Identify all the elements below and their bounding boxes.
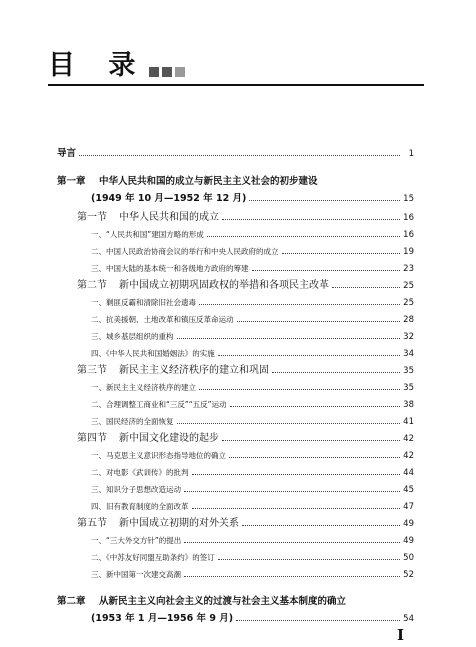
subsection-title: 二、《中苏友好同盟互助条约》的签订 xyxy=(91,553,215,562)
subsection-title: 三、新中国第一次建交高潮 xyxy=(91,570,181,579)
subsection-title: 一、新民主主义经济秩序的建立 xyxy=(91,383,196,392)
leader-dots xyxy=(184,491,400,492)
entry-page: 52 xyxy=(403,570,414,580)
toc-section[interactable] xyxy=(77,277,414,291)
leader-dots xyxy=(199,389,400,390)
page-title: 目 录 xyxy=(48,50,148,81)
toc-subsection[interactable] xyxy=(91,447,414,461)
chapter-dates-row[interactable] xyxy=(91,610,414,624)
toc-title xyxy=(48,52,185,80)
chapter-dates-row[interactable] xyxy=(91,190,414,204)
leader-dots xyxy=(222,440,400,441)
chapter-dates: (1953 年 1 月—1956 年 9 月) xyxy=(91,613,234,624)
subsection-title: 二、合理调整工商业和“三反”“五反”运动 xyxy=(91,400,227,409)
entry-page: 42 xyxy=(403,451,414,461)
toc-subsection[interactable] xyxy=(91,532,414,546)
section-title: 新中国成立初期的对外关系 xyxy=(119,518,239,529)
decor-square xyxy=(162,67,172,77)
leader-dots xyxy=(79,155,400,156)
entry-page: 19 xyxy=(403,247,414,257)
entry-page: 47 xyxy=(403,502,414,512)
chapter-number: 第一章 xyxy=(57,176,86,187)
leader-dots xyxy=(184,576,400,577)
subsection-title: 一、“人民共和国”建国方略的形成 xyxy=(91,230,204,239)
chapter-title: 中华人民共和国的成立与新民主主义社会的初步建设 xyxy=(99,176,318,187)
leader-dots xyxy=(184,542,400,543)
toc-subsection[interactable] xyxy=(91,243,414,257)
toc-subsection[interactable] xyxy=(91,311,414,325)
title-decoration xyxy=(149,67,185,77)
entry-page: 44 xyxy=(403,468,414,478)
toc-subsection[interactable] xyxy=(91,498,414,512)
subsection-title: 四、旧有教育制度的全面改革 xyxy=(91,502,189,511)
subsection-title: 三、城乡基层组织的重构 xyxy=(91,332,174,341)
entry-page: 23 xyxy=(403,264,414,274)
entry-page: 41 xyxy=(403,417,414,427)
toc-subsection[interactable] xyxy=(91,413,414,427)
section-number: 第三节 xyxy=(77,365,107,376)
leader-dots xyxy=(230,406,400,407)
subsection-title: 三、国民经济的全面恢复 xyxy=(91,417,174,426)
chapter-title: 从新民主主义向社会主义的过渡与社会主义基本制度的确立 xyxy=(99,596,347,607)
toc-section[interactable] xyxy=(77,515,414,529)
toc-subsection[interactable] xyxy=(91,379,414,393)
toc-subsection[interactable] xyxy=(91,260,414,274)
subsection-title: 二、中国人民政治协商会议的举行和中央人民政府的成立 xyxy=(91,247,279,256)
section-number: 第二节 xyxy=(77,280,107,291)
toc-entry-intro[interactable] xyxy=(57,145,414,159)
entry-page: 38 xyxy=(403,400,414,410)
subsection-title: 二、对电影《武训传》的批判 xyxy=(91,468,189,477)
subsection-title: 四、《中华人民共和国婚姻法》的实施 xyxy=(91,349,215,358)
leader-dots xyxy=(237,321,401,322)
entry-page: 49 xyxy=(403,536,414,546)
leader-dots xyxy=(207,236,400,237)
chapter-heading[interactable] xyxy=(57,173,318,187)
section-number: 第一节 xyxy=(77,212,107,223)
leader-dots xyxy=(192,474,401,475)
leader-dots xyxy=(177,338,401,339)
entry-page: 25 xyxy=(403,298,414,308)
entry-page: 35 xyxy=(403,383,414,393)
leader-dots xyxy=(282,253,401,254)
entry-page: 50 xyxy=(403,553,414,563)
entry-page: 16 xyxy=(403,230,414,240)
subsection-title: 一、剿匪反霸和清除旧社会遗毒 xyxy=(91,298,196,307)
toc-subsection[interactable] xyxy=(91,226,414,240)
chapter-number: 第二章 xyxy=(57,596,86,607)
toc-subsection[interactable] xyxy=(91,328,414,342)
section-title: 新中国成立初期巩固政权的举措和各项民主改革 xyxy=(119,280,329,291)
entry-page: 16 xyxy=(403,213,414,223)
section-number: 第四节 xyxy=(77,433,107,444)
subsection-title: 三、知识分子思想改造运动 xyxy=(91,485,181,494)
entry-page: 42 xyxy=(403,434,414,444)
decor-square xyxy=(149,67,159,77)
decor-square xyxy=(175,67,185,77)
entry-label: 导言 xyxy=(57,148,77,159)
section-number: 第五节 xyxy=(77,518,107,529)
toc-subsection[interactable] xyxy=(91,464,414,478)
toc-subsection[interactable] xyxy=(91,294,414,308)
leader-dots xyxy=(177,423,401,424)
leader-dots xyxy=(242,525,400,526)
subsection-title: 一、“三大外交方针”的提出 xyxy=(91,536,182,545)
leader-dots xyxy=(236,620,400,621)
entry-page: 32 xyxy=(403,332,414,342)
leader-dots xyxy=(229,457,400,458)
entry-page: 34 xyxy=(403,349,414,359)
section-title: 新民主主义经济秩序的建立和巩固 xyxy=(119,365,269,376)
entry-page: 1 xyxy=(408,149,414,159)
toc-section[interactable] xyxy=(77,430,414,444)
leader-dots xyxy=(199,304,400,305)
entry-page: 49 xyxy=(403,519,414,529)
entry-page: 28 xyxy=(403,315,414,325)
title-divider xyxy=(48,84,424,86)
chapter-dates: (1949 年 10 月—1952 年 12 月) xyxy=(91,193,247,204)
toc-subsection[interactable] xyxy=(91,396,414,410)
entry-page: 25 xyxy=(403,281,414,291)
toc-subsection[interactable] xyxy=(91,549,414,563)
leader-dots xyxy=(222,219,400,220)
page-number: I xyxy=(397,626,405,644)
entry-page: 35 xyxy=(403,366,414,376)
entry-page: 45 xyxy=(403,485,414,495)
entry-page: 54 xyxy=(403,614,414,624)
section-title: 新中国文化建设的起步 xyxy=(119,433,219,444)
subsection-title: 二、抗美援朝、土地改革和镇压反革命运动 xyxy=(91,315,234,324)
leader-dots xyxy=(218,559,400,560)
leader-dots xyxy=(252,270,401,271)
toc-subsection[interactable] xyxy=(91,481,414,495)
leader-dots xyxy=(218,355,400,356)
leader-dots xyxy=(332,287,400,288)
toc-subsection[interactable] xyxy=(91,566,414,580)
toc-subsection[interactable] xyxy=(91,345,414,359)
leader-dots xyxy=(272,372,400,373)
chapter-heading[interactable] xyxy=(57,593,346,607)
toc-section[interactable] xyxy=(77,209,414,223)
subsection-title: 一、马克思主义意识形态指导地位的确立 xyxy=(91,451,226,460)
leader-dots xyxy=(192,508,401,509)
section-title: 中华人民共和国的成立 xyxy=(119,212,219,223)
subsection-title: 三、中国大陆的基本统一和各级地方政府的筹建 xyxy=(91,264,249,273)
leader-dots xyxy=(249,200,400,201)
toc-section[interactable] xyxy=(77,362,414,376)
entry-page: 15 xyxy=(403,194,414,204)
